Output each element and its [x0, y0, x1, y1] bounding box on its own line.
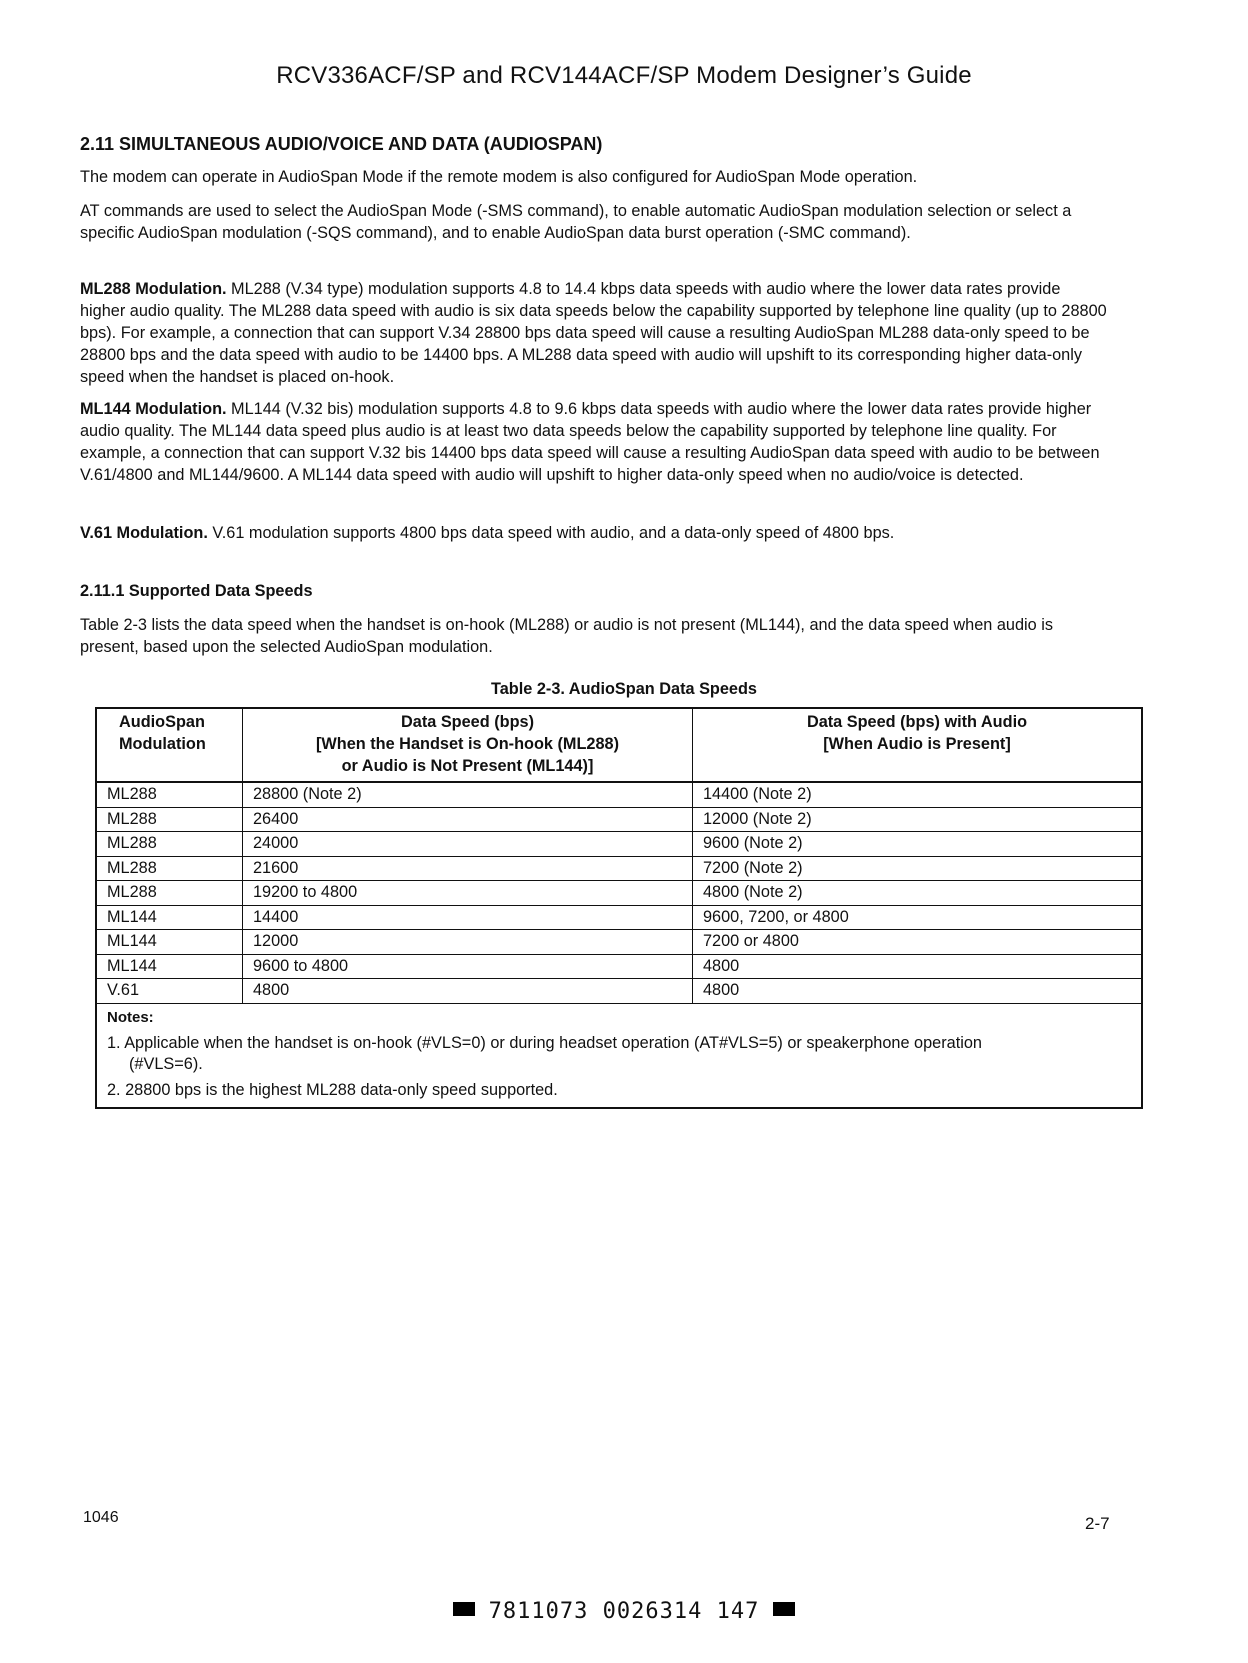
cell-data-speed-audio: 9600 (Note 2) — [703, 834, 803, 852]
ml144-text: ML144 (V.32 bis) modulation supports 4.8 to 9.6 kbps data speeds with audio where the lower data rates provide higher audio quality. The ML144 data speed plus audio is at least two data speeds below the capability supported by telephone line quality. For example, a connection that can support V.32 bis 14400 bps data speed will cause a resulting AudioSpan data speed with audio to be between V.61/4800 and ML144/9600. A ML144 data speed with audio will upshift to higher data-only speed when no audio/voice is detected. — [80, 400, 1100, 484]
barcode-right-mark — [773, 1602, 795, 1616]
cell-modulation: ML288 — [97, 881, 243, 905]
note-2: 2. 28800 bps is the highest ML288 data-only speed supported. — [107, 1080, 558, 1099]
table-row — [97, 857, 1141, 882]
table-row — [97, 930, 1141, 955]
cell-data-speed-audio: 7200 (Note 2) — [703, 858, 803, 877]
header-modulation-line: AudioSpan — [119, 713, 205, 731]
cell-data-speed-audio: 4800 — [703, 981, 740, 999]
cell-data-speed: 21600 — [243, 857, 693, 881]
subsection-heading: 2.11.1 Supported Data Speeds — [80, 582, 313, 600]
note-1-line-2: (#VLS=6). — [129, 1054, 203, 1073]
page-title: RCV336ACF/SP and RCV144ACF/SP Modem Designer’s Guide — [276, 62, 972, 89]
cell-data-speed-audio: 4800 (Note 2) — [703, 883, 803, 901]
ml144-label: ML144 Modulation. — [80, 400, 227, 418]
header-audio-line: [When Audio is Present] — [823, 735, 1011, 753]
header-data-speed-line: or Audio is Not Present (ML144)] — [341, 757, 594, 775]
table-row — [97, 955, 1141, 980]
page-number: 2-7 — [1085, 1514, 1110, 1533]
audiospan-speeds-table — [95, 707, 1143, 1109]
v61-text: V.61 modulation supports 4800 bps data speed with audio, and a data-only speed of 4800 bps. — [207, 524, 895, 542]
note-1 — [107, 1033, 1141, 1075]
table-caption: Table 2-3. AudioSpan Data Speeds — [491, 680, 757, 698]
cell-modulation: V.61 — [97, 979, 243, 1003]
header-data-speed-audio — [693, 709, 1141, 781]
cell-modulation: ML288 — [97, 808, 243, 832]
table-row — [97, 808, 1141, 833]
barcode-left-mark — [453, 1602, 475, 1616]
table-row — [97, 881, 1141, 906]
v61-label: V.61 Modulation. — [80, 524, 208, 542]
barcode-text: 7811073 0026314 147 — [488, 1599, 760, 1624]
cell-data-speed: 4800 — [243, 979, 693, 1003]
header-data-speed-line: [When the Handset is On-hook (ML288) — [315, 735, 620, 753]
cell-modulation: ML288 — [97, 783, 243, 807]
cell-data-speed-audio: 14400 (Note 2) — [703, 785, 812, 803]
v61-paragraph — [80, 522, 1110, 544]
ml288-paragraph — [80, 278, 1110, 388]
cell-data-speed: 9600 to 4800 — [243, 955, 693, 979]
cell-data-speed: 24000 — [243, 832, 693, 856]
notes-title: Notes: — [107, 1008, 154, 1026]
cell-modulation: ML144 — [97, 906, 243, 930]
table-header-row — [97, 709, 1141, 783]
table-row — [97, 979, 1141, 1004]
cell-data-speed: 28800 (Note 2) — [243, 783, 693, 807]
ml288-text: ML288 (V.34 type) modulation supports 4.8 to 14.4 kbps data speeds with audio where the lower data rates provide higher audio quality. The ML288 data speed with audio is six data speeds below the capability supported by telephone line quality (up to 28800 bps). For example, a connection that can support V.34 28800 bps data speed will cause a resulting AudioSpan ML288 data-only speed to be 28800 bps and the data speed with audio to be 14400 bps. A ML288 data speed with audio will upshift to its corresponding higher data-only speed when the handset is placed on-hook. — [80, 280, 1107, 386]
header-modulation — [97, 709, 243, 781]
header-modulation-line: Modulation — [119, 735, 206, 753]
ml288-label: ML288 Modulation. — [80, 280, 227, 298]
footer-document-number: 1046 — [83, 1509, 119, 1526]
cell-data-speed: 26400 — [243, 808, 693, 832]
section-heading: 2.11 SIMULTANEOUS AUDIO/VOICE AND DATA (AUDIOSPAN) — [80, 134, 603, 154]
table-row — [97, 906, 1141, 931]
header-data-speed — [243, 709, 693, 781]
cell-data-speed: 19200 to 4800 — [243, 881, 693, 905]
table-row — [97, 783, 1141, 808]
cell-modulation: ML288 — [97, 832, 243, 856]
cell-data-speed-audio: 4800 — [703, 956, 740, 975]
ml144-paragraph — [80, 398, 1110, 486]
cell-data-speed: 14400 — [243, 906, 693, 930]
note-1-line-1: 1. Applicable when the handset is on-hook (#VLS=0) or during headset operation (AT#VLS=5) or speakerphone operation — [107, 1033, 982, 1052]
table-intro-paragraph: Table 2-3 lists the data speed when the handset is on-hook (ML288) or audio is not present (ML144), and the data speed when audio is present, based upon the selected AudioSpan modulation. — [80, 616, 1053, 656]
cell-modulation: ML144 — [97, 930, 243, 954]
cell-data-speed-audio: 7200 or 4800 — [703, 932, 799, 950]
barcode-line — [0, 1599, 1248, 1624]
cell-data-speed-audio: 9600, 7200, or 4800 — [703, 907, 849, 926]
cell-data-speed: 12000 — [243, 930, 693, 954]
at-commands-paragraph: AT commands are used to select the AudioSpan Mode (-SMS command), to enable automatic AudioSpan modulation selection or select a specific AudioSpan modulation (-SQS command), and to enable AudioSpan data burst operation (-SMC command). — [80, 202, 1072, 242]
cell-modulation: ML288 — [97, 857, 243, 881]
cell-data-speed-audio: 12000 (Note 2) — [703, 809, 812, 828]
cell-modulation: ML144 — [97, 955, 243, 979]
table-row — [97, 832, 1141, 857]
header-audio-line: Data Speed (bps) with Audio — [806, 713, 1028, 731]
header-data-speed-line: Data Speed (bps) — [401, 713, 534, 731]
intro-paragraph: The modem can operate in AudioSpan Mode if the remote modem is also configured for AudioSpan Mode operation. — [80, 168, 918, 186]
table-notes — [97, 1004, 1141, 1107]
